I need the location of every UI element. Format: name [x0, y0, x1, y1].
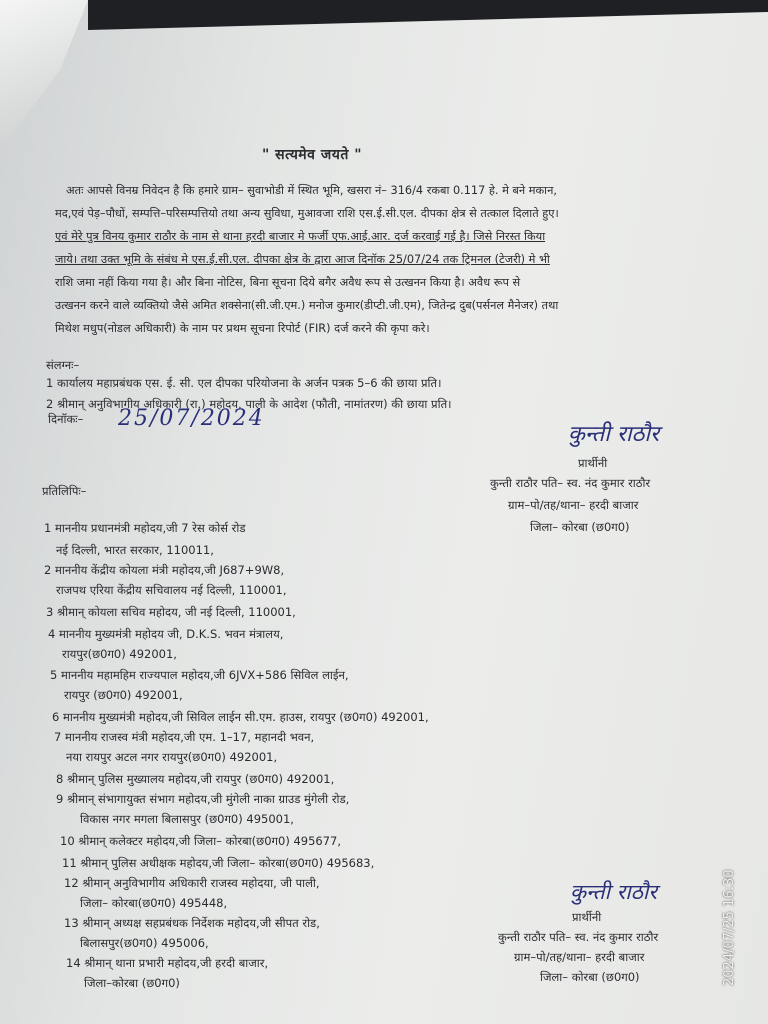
enclosure-label: संलग्नः– — [46, 358, 80, 372]
copy-recipient: बिलासपुर(छ0ग0) 495006, — [80, 936, 209, 950]
date-label: दिनॉकः– — [48, 412, 84, 426]
body-line: मद,एवं पेड़–पौधों, सम्पत्ति–परिसम्पत्तियो तथा अन्य सुविधा, मुआवजा राशि एस.ई.सी.एल. दीपका क्षेत्र से तत्काल दिलाते हुए। — [55, 207, 559, 220]
applicant-signature-2: कुन्ती राठौर — [570, 880, 657, 904]
body-line: उत्खनन करने वाले व्यक्तियो जैसे अमित शक्सेना(सी.जी.एम.) मनोज कुमार(डीप्टी.जी.एम), जितेन्द्र दुब(पर्सनल मैनेजर) तथा — [55, 299, 559, 312]
body-line: अतः आपसे विनम्र निवेदन है कि हमारे ग्राम– सुवाभोडी में स्थित भूमि, खसरा नं– 316/4 रकबा 0.117 हे. मे बने मकान, — [66, 184, 557, 197]
page-title: " सत्यमेव जयते " — [262, 147, 362, 163]
enclosure-item: 1 कार्यालय महाप्रबंधक एस. ई. सी. एल दीपका परियोजना के अर्जन पत्रक 5–6 की छाया प्रति। — [46, 376, 442, 390]
copy-recipient: नया रायपुर अटल नगर रायपुर(छ0ग0) 492001, — [66, 750, 278, 764]
applicant-address-2: ग्राम–पो/तह/थाना– हरदी बाजार — [514, 950, 645, 964]
date-handwritten: 25/07/2024 — [118, 406, 265, 431]
copy-recipient: जिला– कोरबा(छ0ग0) 495448, — [80, 896, 228, 910]
copy-recipient: रायपुर (छ0ग0) 492001, — [64, 688, 183, 702]
photo-timestamp: 2024/07/25 16:30 — [722, 869, 737, 986]
applicant-name: कुन्ती राठौर पति– स्व. नंद कुमार राठौर — [490, 476, 651, 490]
copy-recipient: 3 श्रीमान् कोयला सचिव महोदय, जी नई दिल्ली, 110001, — [46, 605, 296, 619]
applicant-district: जिला– कोरबा (छ0ग0) — [530, 520, 630, 534]
copy-recipient: 11 श्रीमान् पुलिस अधीक्षक महोदय,जी जिला– कोरबा(छ0ग0) 495683, — [62, 856, 375, 870]
copy-recipient: 2 माननीय केंद्रीय कोयला मंत्री महोदय,जी J687+9W8, — [44, 563, 285, 577]
body-line: एवं मेरे पुत्र विनय कुमार राठौर के नाम से थाना हरदी बाजार मे फर्जी एफ.आई.आर. दर्ज करवाई गई है। जिसे निरस्त किया — [55, 230, 546, 243]
copy-recipient: 13 श्रीमान् अध्यक्ष सहप्रबंधक निर्देशक महोदय,जी सीपत रोड, — [64, 916, 320, 930]
copy-recipient: 4 माननीय मुख्यमंत्री महोदय जी, D.K.S. भवन मंत्रालय, — [48, 627, 284, 641]
copy-recipient: 14 श्रीमान् थाना प्रभारी महोदय,जी हरदी बाजार, — [66, 956, 269, 970]
copy-recipient: 9 श्रीमान् संभागायुक्त संभाग महोदय,जी मुंगेली नाका ग्राउड मुंगेली रोड, — [56, 792, 350, 806]
body-line: जाये। तथा उक्त भूमि के संबंध मे एस.ई.सी.एल. दीपका क्षेत्र के द्वारा आज दिनॉक 25/07/24 तक ट्रिमनल (टेजरी) मे भी — [55, 253, 550, 266]
copy-recipient: जिला–कोरबा (छ0ग0) — [84, 976, 180, 990]
applicant-address: ग्राम–पो/तह/थाना– हरदी बाजार — [508, 498, 639, 512]
applicant-signature: कुन्ती राठौर — [568, 422, 660, 447]
copy-recipient: 1 माननीय प्रधानमंत्री महोदय,जी 7 रेस कोर्स रोड — [44, 521, 246, 535]
applicant-role-2: प्रार्थीनी — [572, 910, 602, 924]
copy-recipient: 6 माननीय मुख्यमंत्री महोदय,जी सिविल लाईन सी.एम. हाउस, रायपुर (छ0ग0) 492001, — [52, 710, 429, 724]
copy-recipient: 10 श्रीमान् कलेक्टर महोदय,जी जिला– कोरबा(छ0ग0) 495677, — [60, 834, 342, 848]
enclosure-item: 2 श्रीमान् अनुविभागीय अधिकारी (रा.) महोदय, पाली के आदेश (फौती, नामांतरण) की छाया प्रति। — [46, 397, 452, 411]
copy-recipient: 5 माननीय महामहिम राज्यपाल महोदय,जी 6JVX+586 सिविल लाईन, — [50, 668, 349, 682]
copy-recipient: विकास नगर मगला बिलासपुर (छ0ग0) 495001, — [80, 812, 294, 826]
body-line: मिथेश मधुप(नोडल अधिकारी) के नाम पर प्रथम सूचना रिपोर्ट (FIR) दर्ज करने की कृपा करे। — [55, 322, 430, 335]
body-line: राशि जमा नहीं किया गया है। और बिना नोटिस, बिना सूचना दिये बगैर अवैध रूप से उत्खनन किया है। अवैध रूप से — [55, 276, 521, 289]
copy-recipient: नई दिल्ली, भारत सरकार, 110011, — [56, 543, 214, 557]
copy-recipient: 8 श्रीमान् पुलिस मुख्यालय महोदय,जी रायपुर (छ0ग0) 492001, — [56, 772, 335, 786]
applicant-role: प्रार्थीनी — [578, 456, 608, 470]
applicant-name-2: कुन्ती राठौर पति– स्व. नंद कुमार राठौर — [498, 930, 659, 944]
copy-recipient: रायपुर(छ0ग0) 492001, — [62, 647, 177, 661]
copy-recipient: 7 माननीय राजस्व मंत्री महोदय,जी एम. 1–17, महानदी भवन, — [54, 730, 315, 744]
copy-label: प्रतिलिपिः– — [42, 484, 87, 498]
copy-recipient: 12 श्रीमान् अनुविभागीय अधिकारी राजस्व महोदया, जी पाली, — [64, 876, 320, 890]
applicant-district-2: जिला– कोरबा (छ0ग0) — [540, 970, 640, 984]
copy-recipient: राजपथ एरिया केंद्रीय सचिवालय नई दिल्ली, 110001, — [56, 583, 287, 597]
